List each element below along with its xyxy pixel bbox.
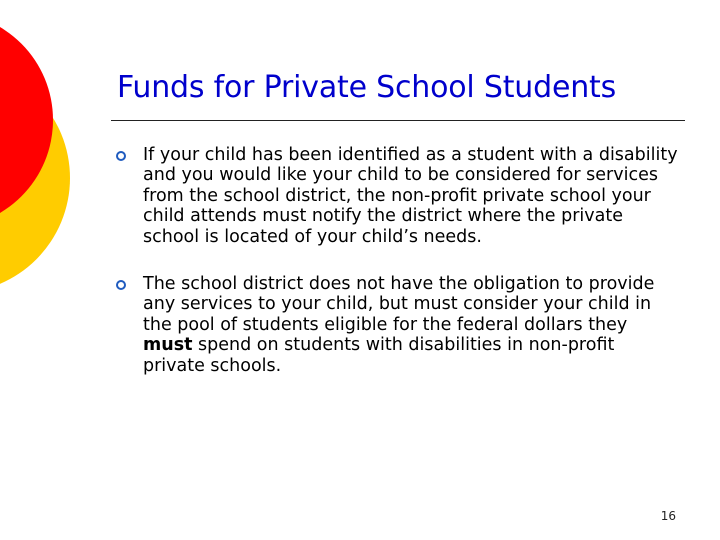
bullet-emphasis: must <box>143 335 193 356</box>
bullet-text-part: spend on students with disabilities in non-profit private schools. <box>143 335 615 376</box>
hollow-circle-bullet-icon <box>116 280 126 290</box>
bullet-item <box>116 274 681 376</box>
slide-title: Funds for Private School Students <box>117 70 617 105</box>
page-number: 16 <box>660 509 676 523</box>
bullet-text: If your child has been identified as a student with a disability and you would like your child to be considered for services from the school district, the non-profit private school your child attends must notify the district where the private school is located of your child’s needs. <box>143 145 678 247</box>
bullet-text <box>143 274 654 376</box>
bullet-text-part: The school district does not have the obligation to provide any services to your child, but must consider your child in the pool of students eligible for the federal dollars they <box>143 274 655 335</box>
decorative-circles <box>0 0 80 300</box>
bullet-list <box>116 145 681 403</box>
title-divider <box>111 120 685 121</box>
hollow-circle-bullet-icon <box>116 151 126 161</box>
bullet-item <box>116 145 681 247</box>
